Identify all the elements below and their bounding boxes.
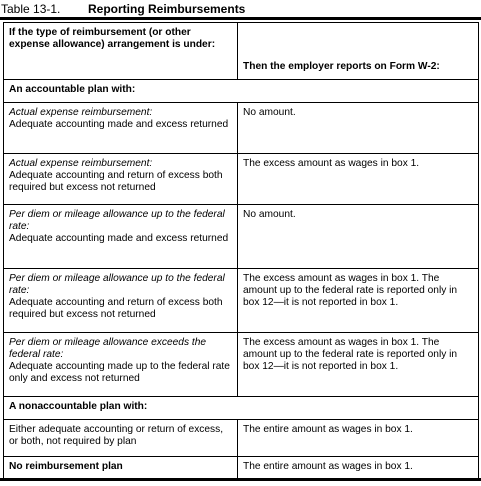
top-rule xyxy=(0,17,481,20)
arrangement-type: Per diem or mileage allowance up to the federal rate: xyxy=(9,273,225,296)
arrangement-detail: Either adequate accounting or return of excess, or both, not required by plan xyxy=(4,420,238,457)
table-row xyxy=(4,457,479,481)
report-cell: The entire amount as wages in box 1. xyxy=(238,457,479,481)
section-row-nonaccountable xyxy=(4,397,479,420)
table-title: Reporting Reimbursements xyxy=(88,2,246,16)
no-reimbursement-plan-label: No reimbursement plan xyxy=(4,457,238,481)
table-row xyxy=(4,103,479,154)
arrangement-cell xyxy=(4,154,238,205)
table-row xyxy=(4,420,479,457)
report-cell: The excess amount as wages in box 1. The amount up to the federal rate is reported only in box 12—it is not reported in box 1. xyxy=(238,333,479,397)
arrangement-detail: Adequate accounting made and excess returned xyxy=(9,119,229,130)
report-cell: The entire amount as wages in box 1. xyxy=(238,420,479,457)
arrangement-type: Actual expense reimbursement: xyxy=(9,158,153,169)
arrangement-detail: Adequate accounting and return of excess both required but excess not returned xyxy=(9,297,223,320)
header-employer-reports: Then the employer reports on Form W-2: xyxy=(238,23,479,80)
table-row xyxy=(4,269,479,333)
table-row xyxy=(4,205,479,269)
arrangement-detail: Adequate accounting made up to the federal rate only and excess not returned xyxy=(9,361,230,384)
arrangement-type: Per diem or mileage allowance exceeds the federal rate: xyxy=(9,337,207,360)
table-row xyxy=(4,333,479,397)
table-row xyxy=(4,154,479,205)
section-heading-accountable: An accountable plan with: xyxy=(4,80,479,103)
table-header-row xyxy=(4,23,479,80)
arrangement-cell xyxy=(4,269,238,333)
arrangement-type: Actual expense reimbursement: xyxy=(9,107,153,118)
table-caption xyxy=(1,2,245,16)
arrangement-type: Per diem or mileage allowance up to the federal rate: xyxy=(9,209,225,232)
section-heading-nonaccountable: A nonaccountable plan with: xyxy=(4,397,479,420)
report-cell: No amount. xyxy=(238,103,479,154)
report-cell: The excess amount as wages in box 1. The amount up to the federal rate is reported only in box 12—it is not reported in box 1. xyxy=(238,269,479,333)
table-number: Table 13-1. xyxy=(1,2,61,16)
bottom-rule xyxy=(0,478,481,481)
arrangement-detail: Adequate accounting and return of excess both required but excess not returned xyxy=(9,170,223,193)
arrangement-cell xyxy=(4,103,238,154)
arrangement-detail: Adequate accounting made and excess returned xyxy=(9,233,229,244)
section-row-accountable xyxy=(4,80,479,103)
reimbursements-table xyxy=(3,22,479,481)
report-cell: The excess amount as wages in box 1. xyxy=(238,154,479,205)
header-arrangement: If the type of reimbursement (or other expense allowance) arrangement is under: xyxy=(4,23,238,80)
arrangement-cell xyxy=(4,333,238,397)
arrangement-cell xyxy=(4,205,238,269)
report-cell: No amount. xyxy=(238,205,479,269)
